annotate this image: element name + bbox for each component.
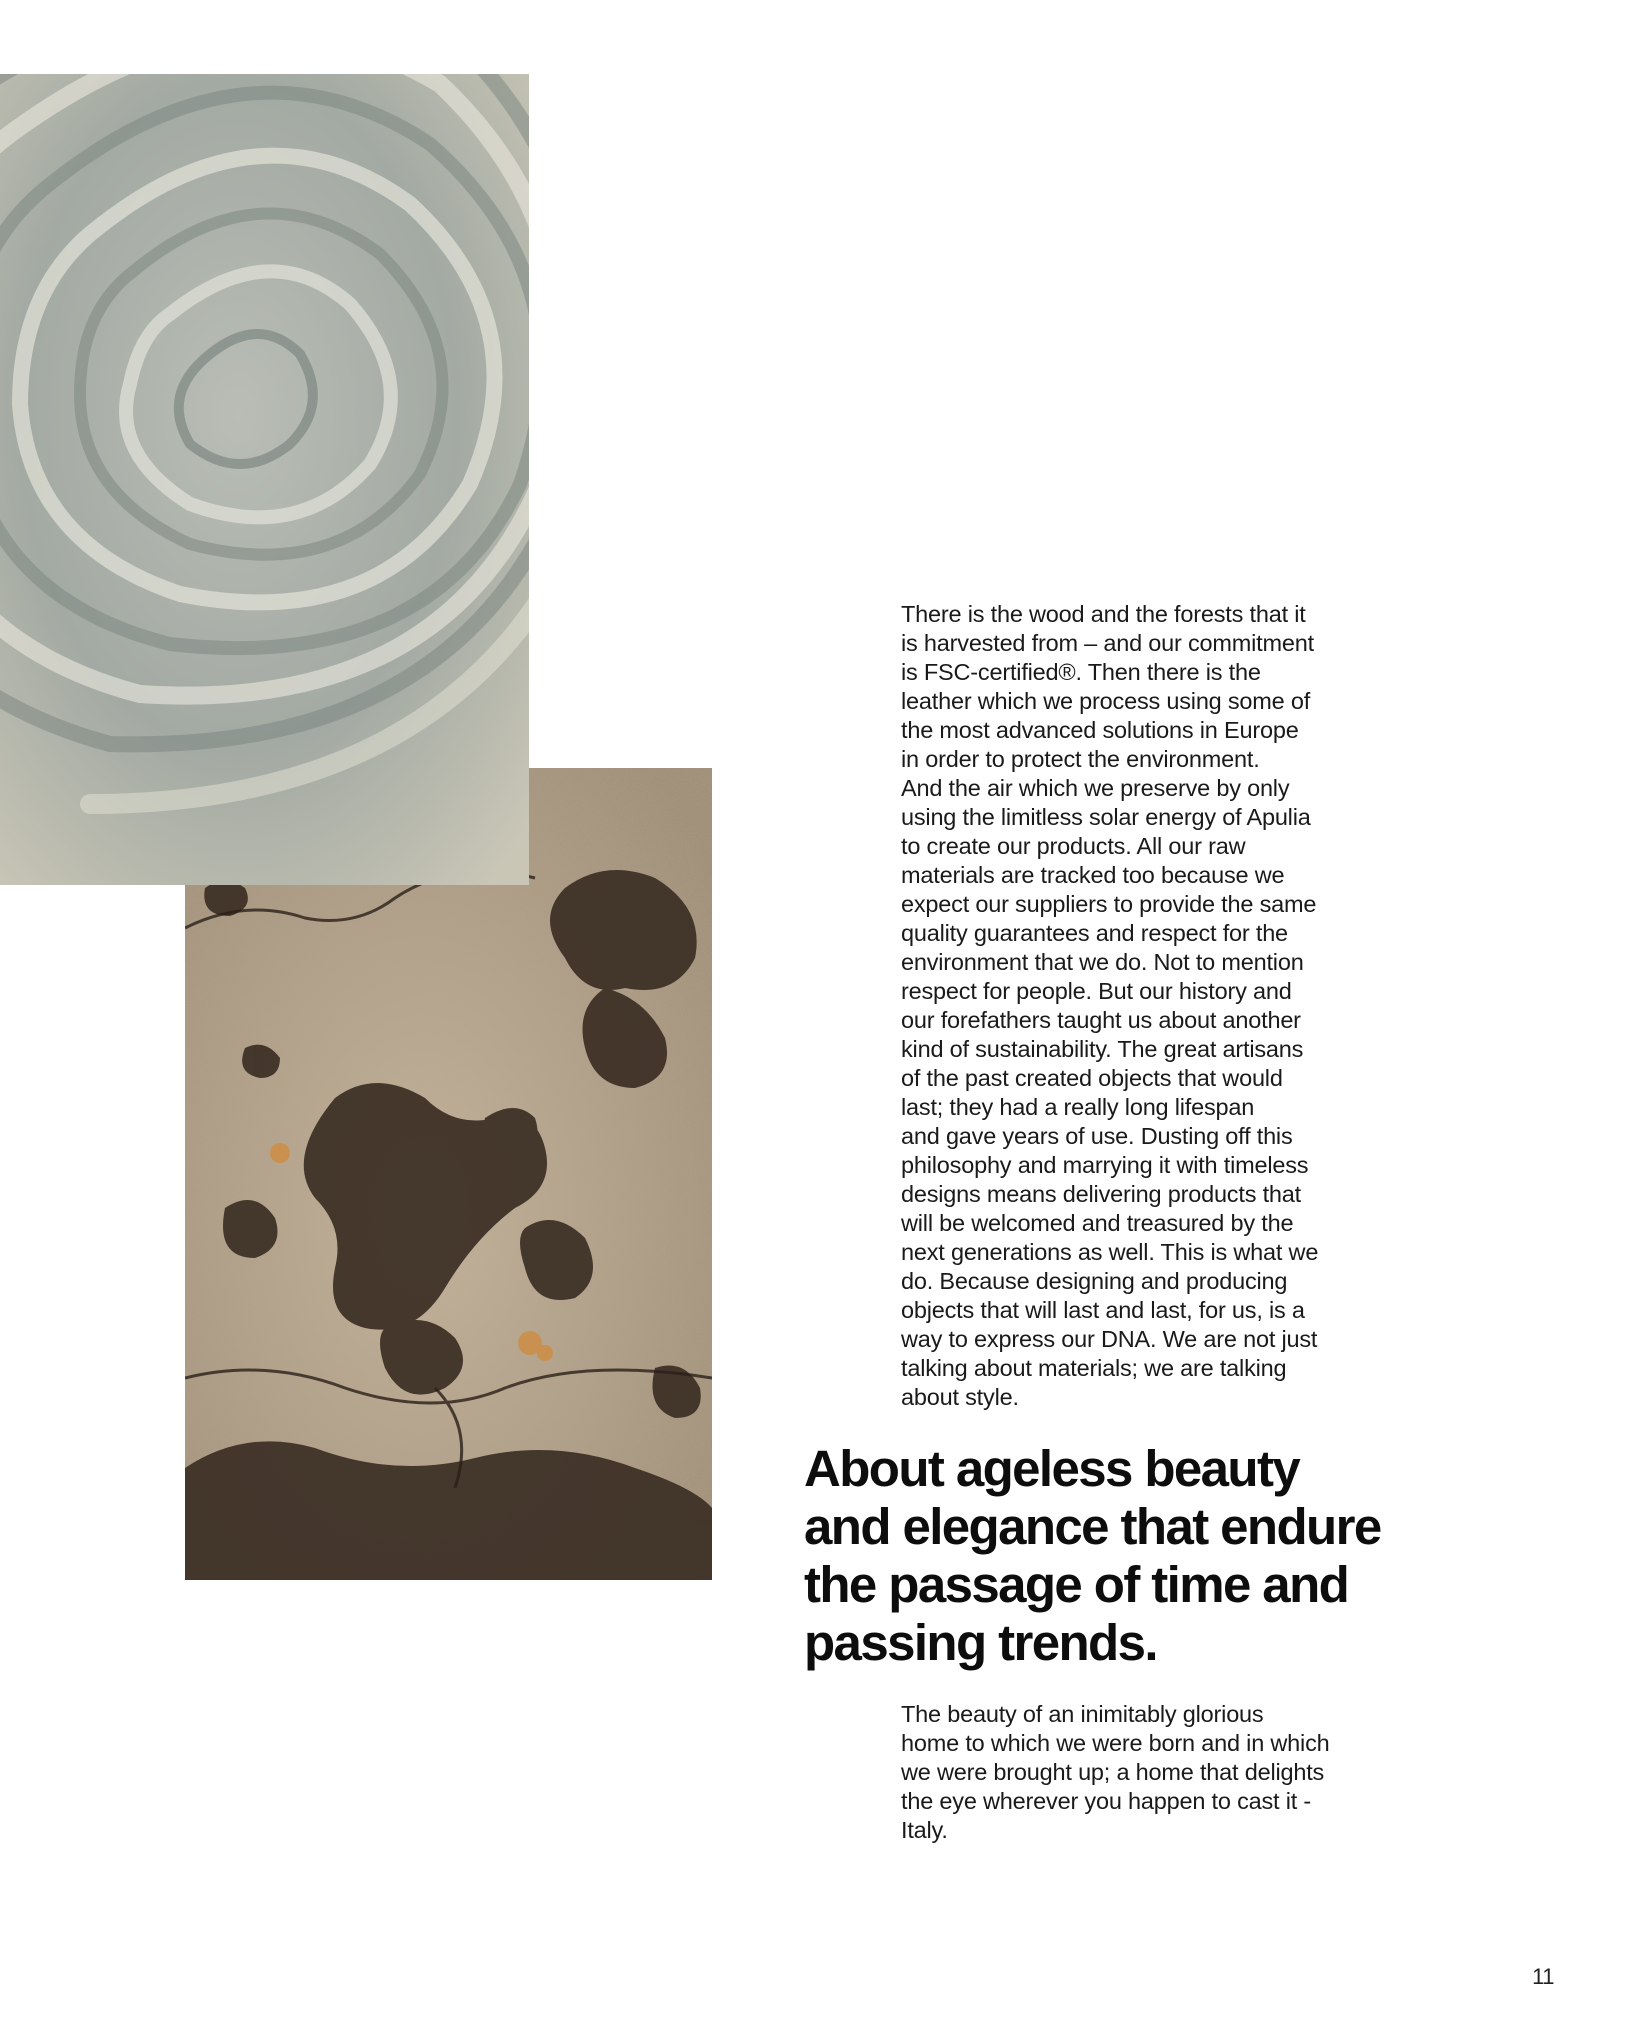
intro-line: about style.: [901, 1384, 1019, 1410]
intro-line: in order to protect the environment.: [901, 746, 1260, 772]
intro-line: will be welcomed and treasured by the: [901, 1210, 1294, 1236]
page-number: 11: [1532, 1964, 1554, 1989]
intro-line: last; they had a really long lifespan: [901, 1094, 1255, 1120]
intro-line: next generations as well. This is what we: [901, 1239, 1319, 1265]
intro-paragraph: [901, 600, 1401, 1412]
heading-line: passing trends.: [804, 1614, 1157, 1671]
intro-line: respect for people. But our history and: [901, 978, 1292, 1004]
intro-line: leather which we process using some of: [901, 688, 1311, 714]
intro-line: expect our suppliers to provide the same: [901, 891, 1317, 917]
stone-lichen-photo: [185, 768, 712, 1580]
closing-paragraph: [901, 1700, 1401, 1845]
intro-line: designs means delivering products that: [901, 1181, 1301, 1207]
intro-line: and gave years of use. Dusting off this: [901, 1123, 1293, 1149]
stone-lichen-image: [185, 768, 712, 1580]
closing-line: Italy.: [901, 1817, 948, 1843]
intro-line: is harvested from – and our commitment: [901, 630, 1314, 656]
intro-line: the most advanced solutions in Europe: [901, 717, 1299, 743]
intro-line: using the limitless solar energy of Apulia: [901, 804, 1311, 830]
intro-line: environment that we do. Not to mention: [901, 949, 1304, 975]
intro-line: There is the wood and the forests that it: [901, 601, 1306, 627]
intro-line: is FSC-certified®. Then there is the: [901, 659, 1261, 685]
heading-line: About ageless beauty: [804, 1440, 1300, 1497]
intro-line: kind of sustainability. The great artisans: [901, 1036, 1304, 1062]
intro-line: quality guarantees and respect for the: [901, 920, 1288, 946]
intro-line: of the past created objects that would: [901, 1065, 1283, 1091]
intro-line: materials are tracked too because we: [901, 862, 1285, 888]
heading-line: and elegance that endure: [804, 1498, 1381, 1555]
intro-line: way to express our DNA. We are not just: [901, 1326, 1318, 1352]
closing-line: The beauty of an inimitably glorious: [901, 1701, 1264, 1727]
intro-line: to create our products. All our raw: [901, 833, 1246, 859]
rippled-fabric-photo: [0, 74, 529, 885]
intro-line: talking about materials; we are talking: [901, 1355, 1287, 1381]
rippled-fabric-image: [0, 74, 529, 885]
closing-line: we were brought up; a home that delights: [901, 1759, 1325, 1785]
intro-line: do. Because designing and producing: [901, 1268, 1288, 1294]
closing-line: the eye wherever you happen to cast it -: [901, 1788, 1312, 1814]
closing-line: home to which we were born and in which: [901, 1730, 1330, 1756]
heading-line: the passage of time and: [804, 1556, 1349, 1613]
section-heading: [804, 1440, 1444, 1672]
intro-line: our forefathers taught us about another: [901, 1007, 1301, 1033]
intro-line: And the air which we preserve by only: [901, 775, 1290, 801]
intro-line: objects that will last and last, for us, is a: [901, 1297, 1305, 1323]
intro-line: philosophy and marrying it with timeless: [901, 1152, 1309, 1178]
